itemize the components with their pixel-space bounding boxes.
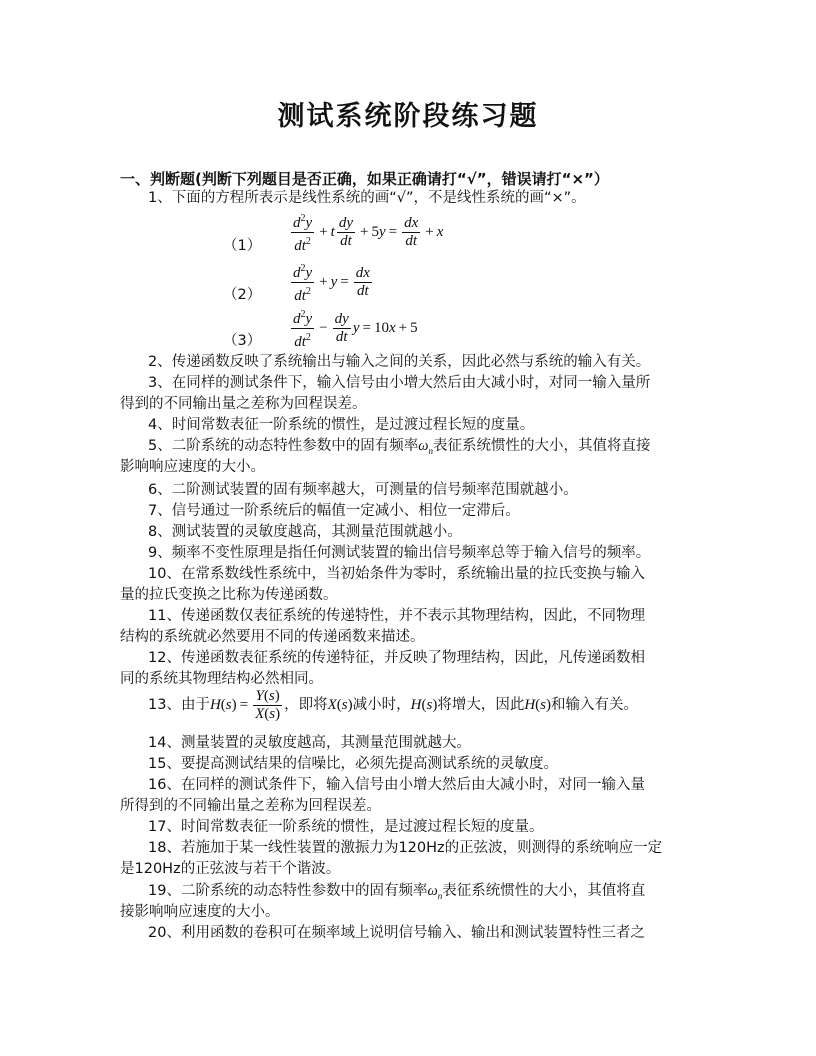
question-13-text-3: 减小时， bbox=[352, 696, 411, 713]
question-4: 4、时间常数表征一阶系统的惯性，是过渡过程长短的度量。 bbox=[148, 417, 535, 433]
question-15: 15、要提高测试结果的信噪比，必须先提高测试系统的灵敏度。 bbox=[148, 756, 558, 772]
question-5-text: 5、二阶系统的动态特性参数中的固有频率 bbox=[148, 438, 419, 454]
question-3: 3、在同样的测试条件下，输入信号由小增大然后由大减小时，对同一输入量所 bbox=[148, 375, 651, 391]
question-18: 18、若施加于某一线性装置的激振力为120Hz的正弦波，则测得的系统响应一定 bbox=[148, 840, 663, 856]
question-16: 16、在同样的测试条件下，输入信号由小增大然后由大减小时，对同一输入量 bbox=[148, 777, 645, 793]
omega-n-symbol-2: $\omega_n$ bbox=[427, 883, 443, 901]
page-title: 测试系统阶段练习题 bbox=[277, 101, 539, 132]
question-13-text-4: 将增大，因此 bbox=[437, 696, 525, 713]
question-5-cont: 影响响应速度的大小。 bbox=[120, 459, 265, 475]
question-7: 7、信号通过一阶系统后的幅值一定减小、相位一定滞后。 bbox=[148, 503, 520, 519]
question-19-cont: 接影响响应速度的大小。 bbox=[120, 904, 280, 920]
question-18-cont: 是120Hz的正弦波与若干个谐波。 bbox=[120, 861, 341, 877]
equation-2: $\frac{d^2y}{dt^2}$ + y = $\frac{dx}{dt}$ bbox=[289, 260, 374, 305]
question-13-text-5: 和输入有关。 bbox=[551, 696, 639, 713]
question-20: 20、利用函数的卷积可在频率域上说明信号输入、输出和测试装置特性三者之 bbox=[148, 925, 645, 941]
equation-1: $\frac{d^2y}{dt^2}$ + t $\frac{dy}{dt}$ + 5y = $\frac{dx}{dt}$ + x bbox=[289, 210, 443, 255]
question-13 bbox=[148, 688, 712, 723]
question-12: 12、传递函数表征系统的传递特征，并反映了物理结构，因此，凡传递函数相 bbox=[148, 650, 645, 666]
question-11: 11、传递函数仅表征系统的传递特性，并不表示其物理结构，因此，不同物理 bbox=[148, 608, 645, 624]
h-of-s-2: H(s) bbox=[524, 696, 552, 713]
question-12-cont: 同的系统其物理结构必然相同。 bbox=[120, 671, 323, 687]
omega-n-symbol: $\omega_n$ bbox=[418, 438, 433, 456]
question-5-text-2: 表征系统惯性的大小，其值将直接 bbox=[432, 438, 651, 454]
question-9: 9、频率不变性原理是指任何测试装置的输出信号频率总等于输入信号的频率。 bbox=[148, 545, 651, 561]
question-19-text-2: 表征系统惯性的大小，其值将直 bbox=[442, 883, 646, 899]
question-3-cont: 得到的不同输出量之差称为回程误差。 bbox=[120, 396, 367, 412]
question-8: 8、测试装置的灵敏度越高，其测量范围就越小。 bbox=[148, 524, 462, 540]
question-16-cont: 所得到的不同输出量之差称为回程误差。 bbox=[120, 798, 381, 814]
question-19-text: 19、二阶系统的动态特性参数中的固有频率 bbox=[148, 883, 428, 899]
equation-label-3: （3） bbox=[223, 333, 262, 349]
x-of-s: X(s) bbox=[327, 696, 353, 713]
transfer-function-formula: H(s) = $\frac{Y(s)}{X(s)}$ bbox=[209, 688, 281, 722]
question-13-text: 13、由于 bbox=[148, 696, 210, 713]
section-heading: 一、判断题(判断下列题目是否正确，如果正确请打“√”，错误请打“×”） bbox=[120, 170, 609, 188]
question-2: 2、传递函数反映了系统输出与输入之间的关系，因此必然与系统的输入有关。 bbox=[148, 354, 651, 370]
question-17: 17、时间常数表征一阶系统的惯性，是过渡过程长短的度量。 bbox=[148, 819, 544, 835]
question-11-cont: 结构的系统就必然要用不同的传递函数来描述。 bbox=[120, 629, 425, 645]
question-10-cont: 量的拉氏变换之比称为传递函数。 bbox=[120, 587, 338, 603]
h-of-s: H(s) bbox=[410, 696, 438, 713]
question-1: 1、下面的方程所表示是线性系统的画“√”，不是线性系统的画“×”。 bbox=[148, 190, 586, 206]
question-13-text-2: ，即将 bbox=[284, 696, 328, 713]
question-6: 6、二阶测试装置的固有频率越大，可测量的信号频率范围就越小。 bbox=[148, 482, 578, 498]
equation-3: $\frac{d^2y}{dt^2}$ − $\frac{dy}{dt}$ y = 10x + 5 bbox=[289, 306, 418, 351]
equation-label-2: （2） bbox=[223, 287, 262, 303]
question-14: 14、测量装置的灵敏度越高，其测量范围就越大。 bbox=[148, 735, 471, 751]
question-10: 10、在常系数线性系统中，当初始条件为零时，系统输出量的拉氏变换与输入 bbox=[148, 566, 645, 582]
equation-label-1: （1） bbox=[223, 238, 262, 254]
